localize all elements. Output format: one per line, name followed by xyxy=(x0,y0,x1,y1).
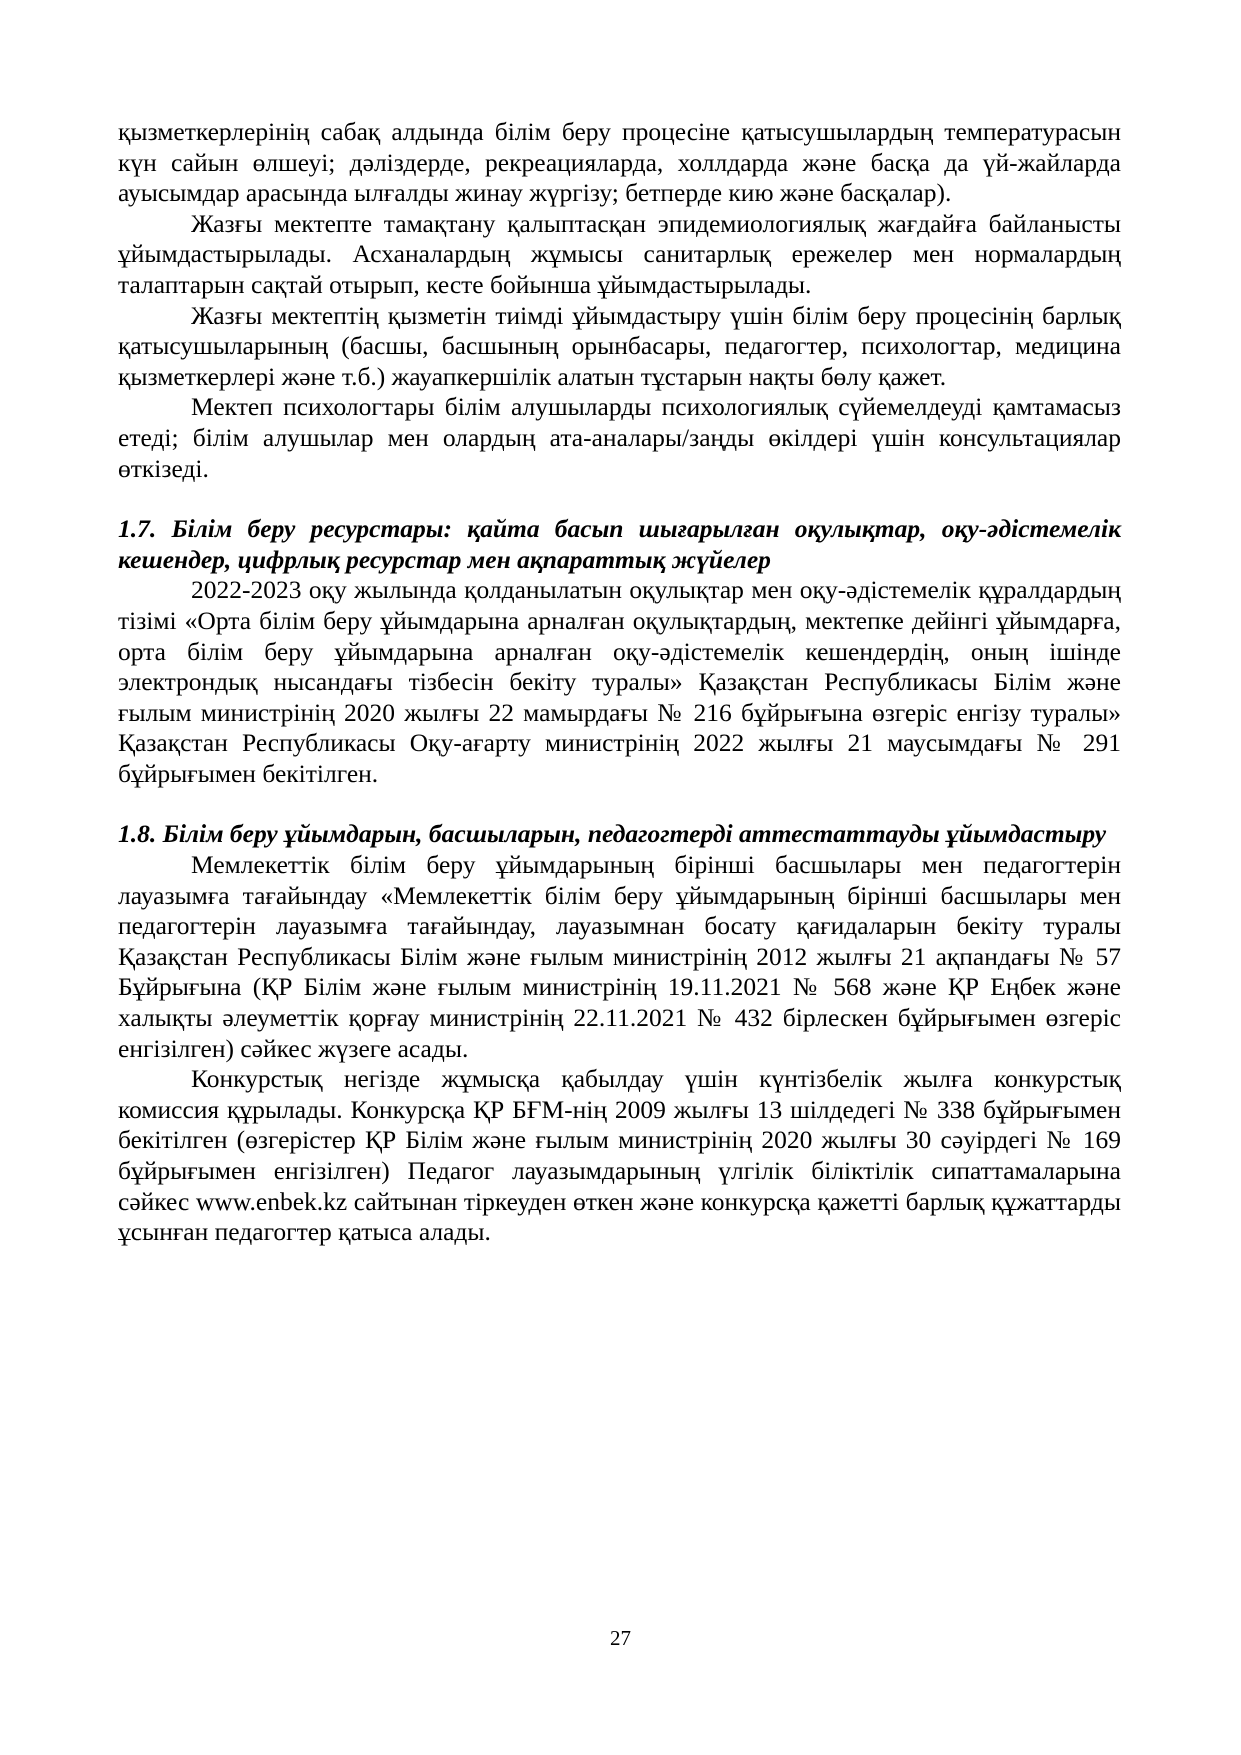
paragraph-summer-school-meals: Жазғы мектепте тамақтану қалыптасқан эпидемиологиялық жағдайға байланысты ұйымдастырылады. Асханалардың жұмысы санитарлық ережелер мен нормалардың талаптарын сақтай отырып, кесте бойынша ұйымдастырылады. xyxy=(118,208,1121,299)
paragraph-competition: Конкурстық негізде жұмысқа қабылдау үшін күнтізбелік жылға конкурстық комиссия құрылады. Конкурсқа ҚР БҒМ-нің 2009 жылғы 13 шілдедегі № 338 бұйрығымен бекітілген (өзгерістер ҚР Білім және ғылым министрінің 2020 жылғы 30 сәуірдегі № 169 бұйрығымен енгізілген) Педагог лауазымдарының үлгілік біліктілік сипаттамаларына сәйкес www.enbek.kz сайтынан тіркеуден өткен және конкурсқа қажетті барлық құжаттарды ұсынған педагогтер қатыса алады. xyxy=(118,1064,1121,1247)
spacer xyxy=(118,484,1121,514)
paragraph-responsibilities: Жазғы мектептің қызметін тиімді ұйымдастыру үшін білім беру процесінің барлық қатысушыларының (басшы, басшының орынбасары, педагогтер, психологтар, медицина қызметкерлері және т.б.) жауапкершілік алатын тұстарын нақты бөлу қажет. xyxy=(118,300,1121,391)
paragraph-psychologists: Мектеп психологтары білім алушыларды психологиялық сүйемелдеуді қамтамасыз етеді; білім алушылар мен олардың ата-аналары/заңды өкілдері үшін консультациялар өткізеді. xyxy=(118,392,1121,483)
spacer xyxy=(118,789,1121,819)
page-number: 27 xyxy=(610,1626,631,1650)
document-page xyxy=(118,117,1121,1248)
paragraph-continuation: қызметкерлерінің сабақ алдында білім беру процесіне қатысушылардың температурасын күн сайын өлшеуі; дәліздерде, рекреацияларда, холлдарда және басқа да үй-жайларда ауысымдар арасында ылғалды жинау жүргізу; бетперде кию және басқалар). xyxy=(118,117,1121,208)
section-heading-1-8: 1.8. Білім беру ұйымдарын, басшыларын, педагогтерді аттестаттауды ұйымдастыру xyxy=(118,819,1107,849)
paragraph-textbooks-list: 2022-2023 оқу жылында қолданылатын оқулықтар мен оқу-әдістемелік құралдардың тізімі «Орта білім беру ұйымдарына арналған оқулықтардың, мектепке дейінгі ұйымдарға, орта білім беру ұйымдарына арналған оқу-әдістемелік кешендердің, оның ішінде электрондық нысандағы тізбесін бекіту туралы» Қазақстан Республикасы Білім және ғылым министрінің 2020 жылғы 22 мамырдағы № 216 бұйрығына өзгеріс енгізу туралы» Қазақстан Республикасы Оқу-ағарту министрінің 2022 жылғы 21 маусымдағы № 291 бұйрығымен бекітілген. xyxy=(118,575,1121,788)
paragraph-appointment-rules: Мемлекеттік білім беру ұйымдарының бірінші басшылары мен педагогтерін лауазымға тағайындау «Мемлекеттік білім беру ұйымдарының бірінші басшылары мен педагогтерін лауазымға тағайындау, лауазымнан босату қағидаларын бекіту туралы Қазақстан Республикасы Білім және ғылым министрінің 2012 жылғы 21 ақпандағы № 57 Бұйрығына (ҚР Білім және ғылым министрінің 19.11.2021 № 568 және ҚР Еңбек және халықты әлеуметтік қорғау министрінің 22.11.2021 № 432 бірлескен бұйрығымен өзгеріс енгізілген) сәйкес жүзеге асады. xyxy=(118,850,1121,1063)
section-heading-1-7: 1.7. Білім беру ресурстары: қайта басып шығарылған оқулықтар, оқу-әдістемелік кешендер, цифрлық ресурстар мен ақпараттық жүйелер xyxy=(118,514,1121,574)
